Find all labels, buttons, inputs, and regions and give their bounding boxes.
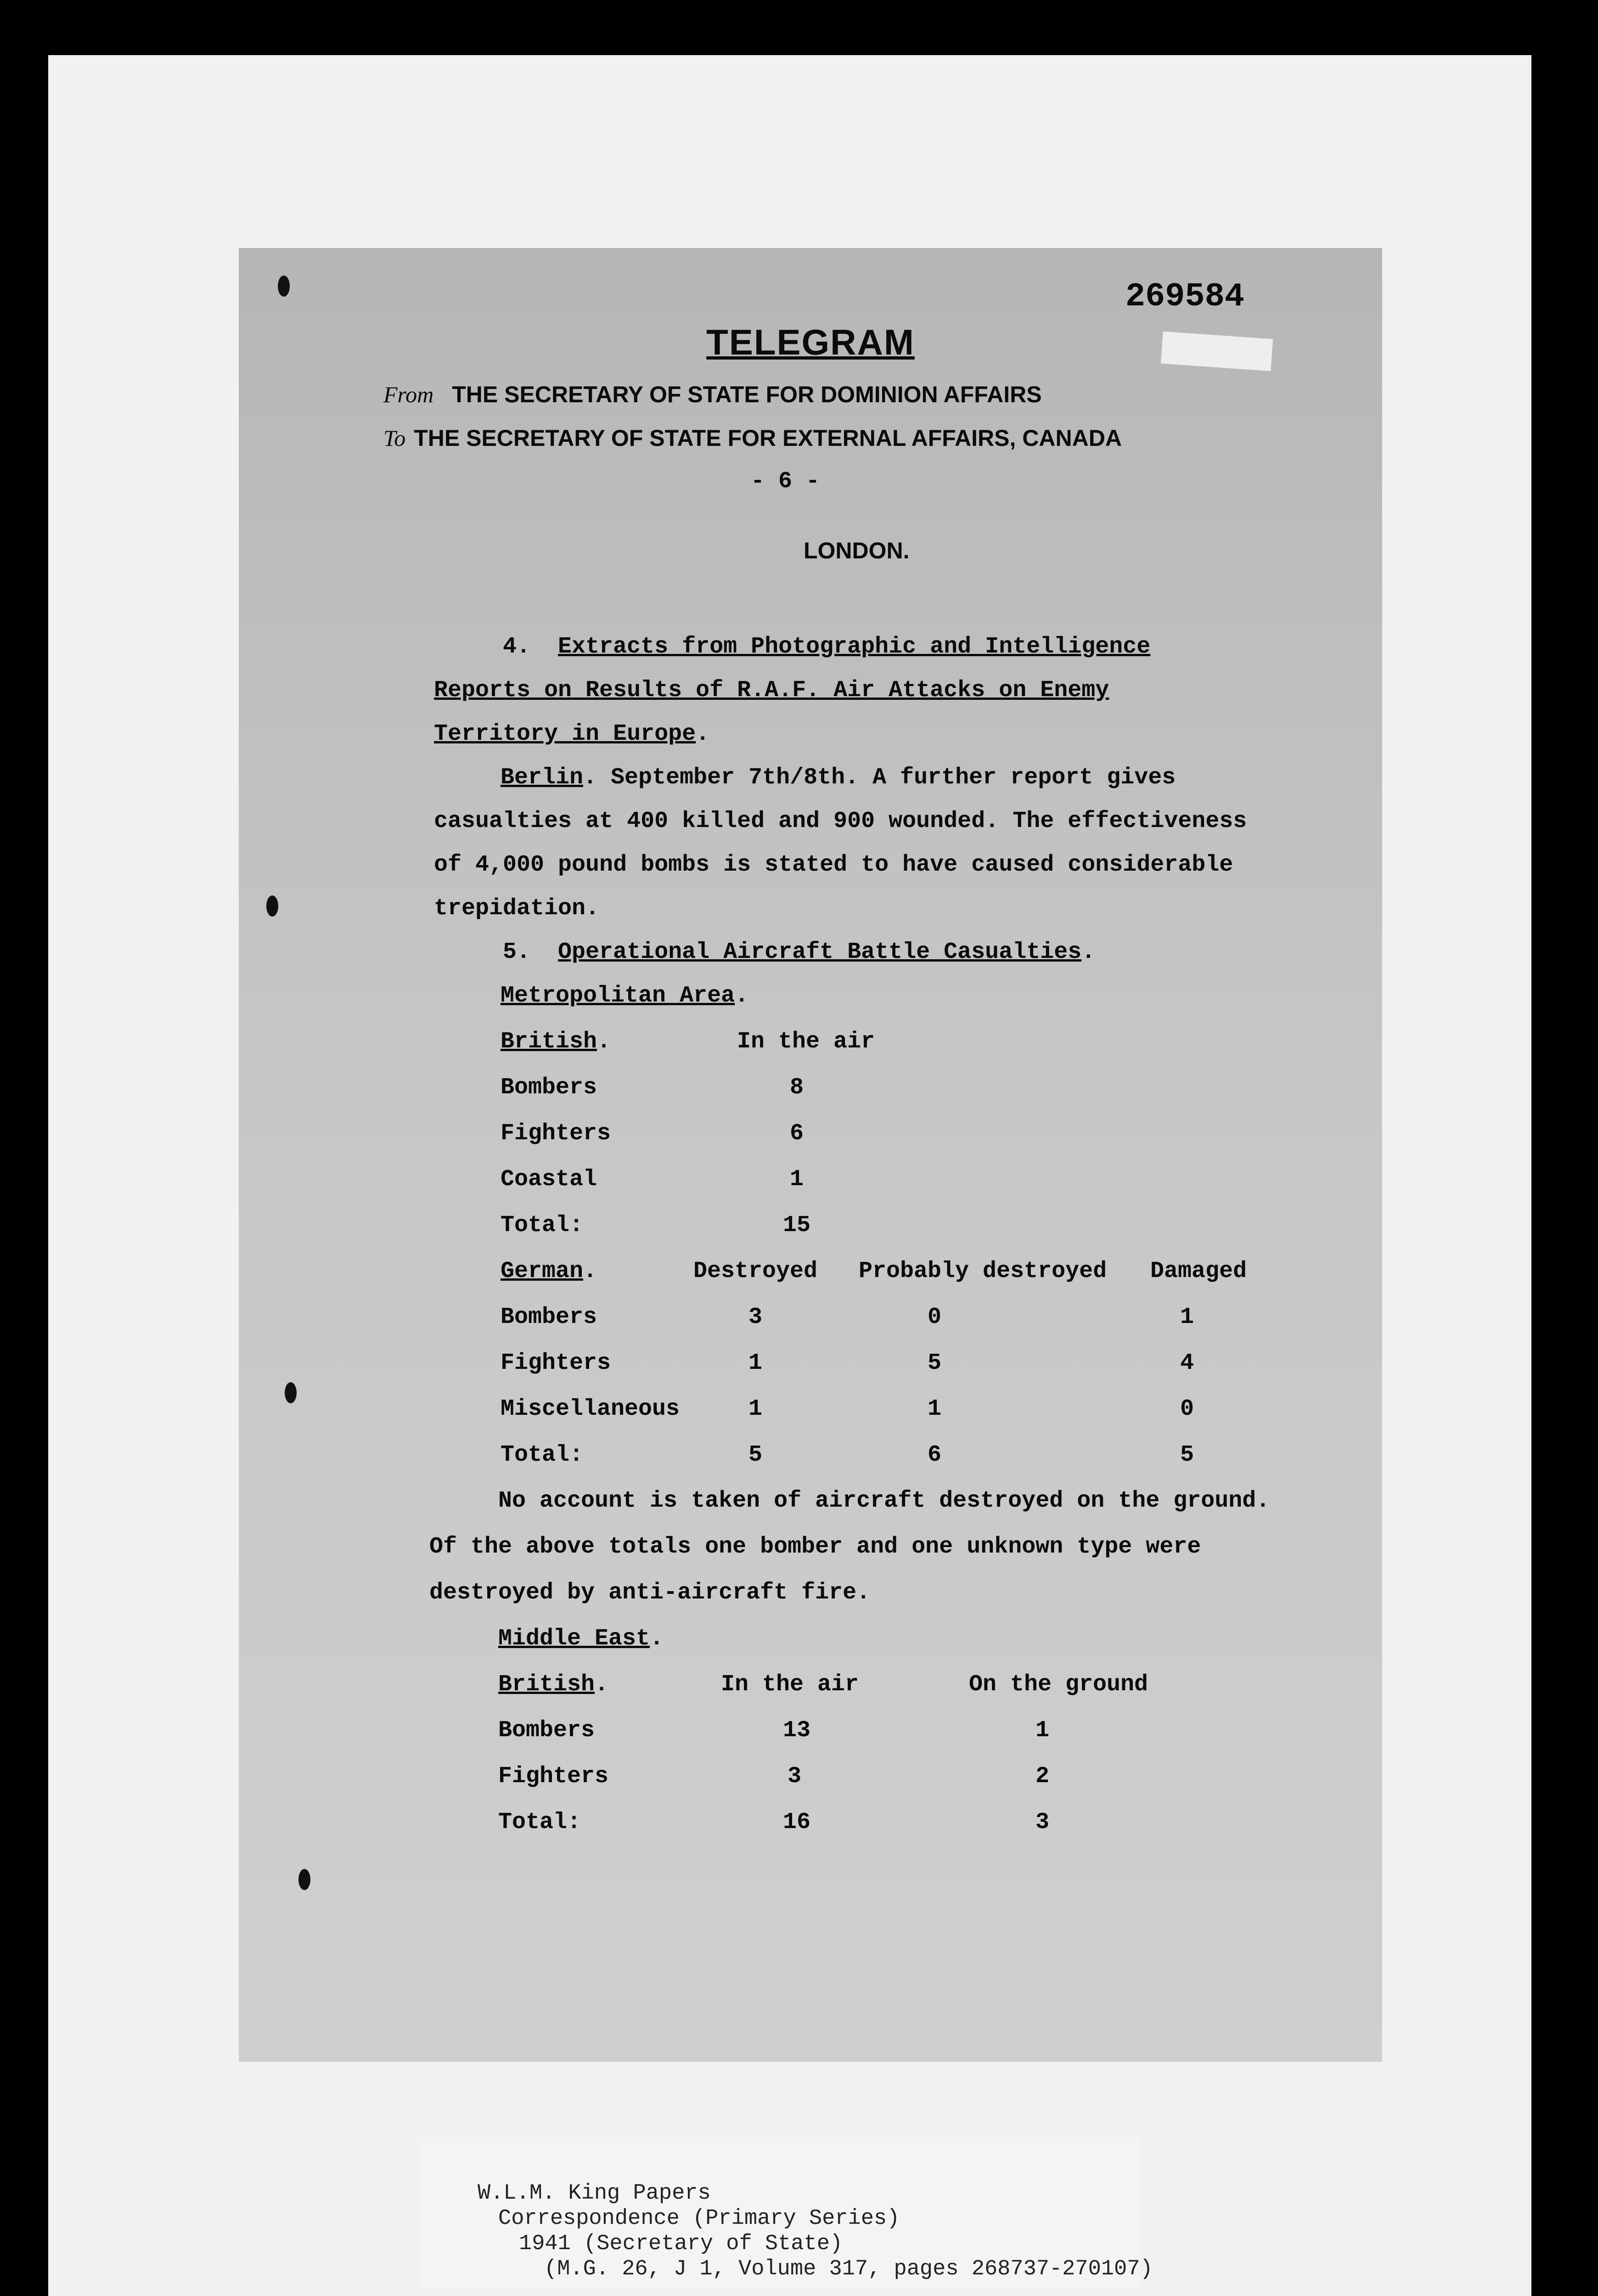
row-label: Fighters <box>498 1763 609 1790</box>
section4-heading: Extracts from Photographic and Intelligence <box>558 634 1151 660</box>
col-header: In the air <box>737 1029 875 1055</box>
row-label: Bombers <box>501 1075 597 1101</box>
cell-value: 1 <box>1035 1717 1050 1744</box>
berlin-text: . September 7th/8th. A further report gives <box>583 765 1176 791</box>
metro-british-label: British. <box>501 1029 611 1055</box>
middle-east-label: Middle East <box>498 1626 650 1652</box>
place-name: LONDON. <box>804 538 910 563</box>
british-label: British <box>501 1029 597 1055</box>
cell-value: 1 <box>928 1396 942 1422</box>
col-header: Destroyed <box>693 1258 818 1284</box>
reference-slip <box>422 2138 1153 2289</box>
to-label: To <box>383 425 406 451</box>
row-label: Total: <box>498 1809 581 1835</box>
punch-hole <box>266 895 278 917</box>
col-header: In the air <box>721 1671 859 1698</box>
from-text: THE SECRETARY OF STATE FOR DOMINION AFFAIRS <box>452 382 1042 407</box>
middle-east-heading: Middle East. <box>498 1626 664 1652</box>
cell-value: 3 <box>1035 1809 1050 1835</box>
cell-value: 1 <box>790 1166 804 1193</box>
section5-period: . <box>1081 939 1096 965</box>
row-label: Fighters <box>501 1120 611 1147</box>
col-header: Probably destroyed <box>859 1258 1107 1284</box>
body-line: trepidation. <box>434 895 600 922</box>
slip-line: 1941 (Secretary of State) <box>519 2232 843 2256</box>
cell-value: 5 <box>1180 1442 1194 1468</box>
berlin-label: Berlin <box>501 765 584 791</box>
cell-value: 3 <box>748 1304 763 1330</box>
row-label: Fighters <box>501 1350 611 1376</box>
cell-value: 6 <box>928 1442 942 1468</box>
row-label: Bombers <box>501 1304 597 1330</box>
metro-label: Metropolitan Area <box>501 983 735 1009</box>
british-label: British <box>498 1671 595 1698</box>
section4-heading-line1 <box>503 634 1150 660</box>
metro-heading: Metropolitan Area. <box>501 983 749 1009</box>
cell-value: 16 <box>783 1809 811 1835</box>
cell-value: 5 <box>748 1442 763 1468</box>
cell-value: 2 <box>1035 1763 1050 1790</box>
col-header: On the ground <box>969 1671 1148 1698</box>
cell-value: 8 <box>790 1075 804 1101</box>
section4-heading-line3 <box>434 721 709 747</box>
to-line <box>383 425 1122 451</box>
me-british-label: British. <box>498 1671 609 1698</box>
section5-heading-text: Operational Aircraft Battle Casualties <box>558 939 1082 965</box>
section5-heading <box>503 939 1095 965</box>
telegram-title: TELEGRAM <box>706 322 915 362</box>
berlin-line <box>501 765 1176 791</box>
section5-number: 5. <box>503 939 531 965</box>
note-line: destroyed by anti-aircraft fire. <box>429 1580 871 1606</box>
cell-value: 15 <box>783 1212 811 1238</box>
row-label: Total: <box>501 1212 584 1238</box>
serial-number: 269584 <box>1125 278 1244 315</box>
from-label: From <box>383 382 434 407</box>
row-label: Coastal <box>501 1166 597 1193</box>
german-label: German <box>501 1258 584 1284</box>
punch-hole <box>278 276 290 297</box>
to-text: THE SECRETARY OF STATE FOR EXTERNAL AFFAIRS, CANADA <box>414 425 1122 451</box>
cell-value: 1 <box>748 1350 763 1376</box>
slip-line: (M.G. 26, J 1, Volume 317, pages 268737-270107) <box>544 2257 1153 2281</box>
cell-value: 4 <box>1180 1350 1194 1376</box>
section4-number: 4. <box>503 634 531 660</box>
cell-value: 1 <box>748 1396 763 1422</box>
cell-value: 13 <box>783 1717 811 1744</box>
cell-value: 5 <box>928 1350 942 1376</box>
note-line: Of the above totals one bomber and one unknown type were <box>429 1534 1201 1560</box>
slip-line: Correspondence (Primary Series) <box>498 2206 900 2231</box>
metro-german-label: German. <box>501 1258 597 1284</box>
section4-period: . <box>696 721 710 747</box>
section4-heading-line2: Reports on Results of R.A.F. Air Attacks on Enemy <box>434 677 1109 703</box>
cell-value: 0 <box>1180 1396 1194 1422</box>
row-label: Total: <box>501 1442 584 1468</box>
body-line: of 4,000 pound bombs is stated to have caused considerable <box>434 852 1233 878</box>
cell-value: 6 <box>790 1120 804 1147</box>
punch-hole <box>285 1382 297 1403</box>
page-marker: - 6 - <box>751 468 820 495</box>
cell-value: 1 <box>1180 1304 1194 1330</box>
col-header: Damaged <box>1150 1258 1247 1284</box>
punch-hole <box>298 1869 310 1890</box>
note-line: No account is taken of aircraft destroyed on the ground. <box>498 1488 1270 1514</box>
telegram-sheet <box>239 248 1382 2062</box>
section4-heading-end: Territory in Europe <box>434 721 696 747</box>
cell-value: 0 <box>928 1304 942 1330</box>
row-label: Miscellaneous <box>501 1396 680 1422</box>
body-line: casualties at 400 killed and 900 wounded. The effectiveness <box>434 808 1247 834</box>
row-label: Bombers <box>498 1717 595 1744</box>
from-line <box>383 381 1042 408</box>
cell-value: 3 <box>788 1763 802 1790</box>
slip-line: W.L.M. King Papers <box>478 2181 711 2206</box>
